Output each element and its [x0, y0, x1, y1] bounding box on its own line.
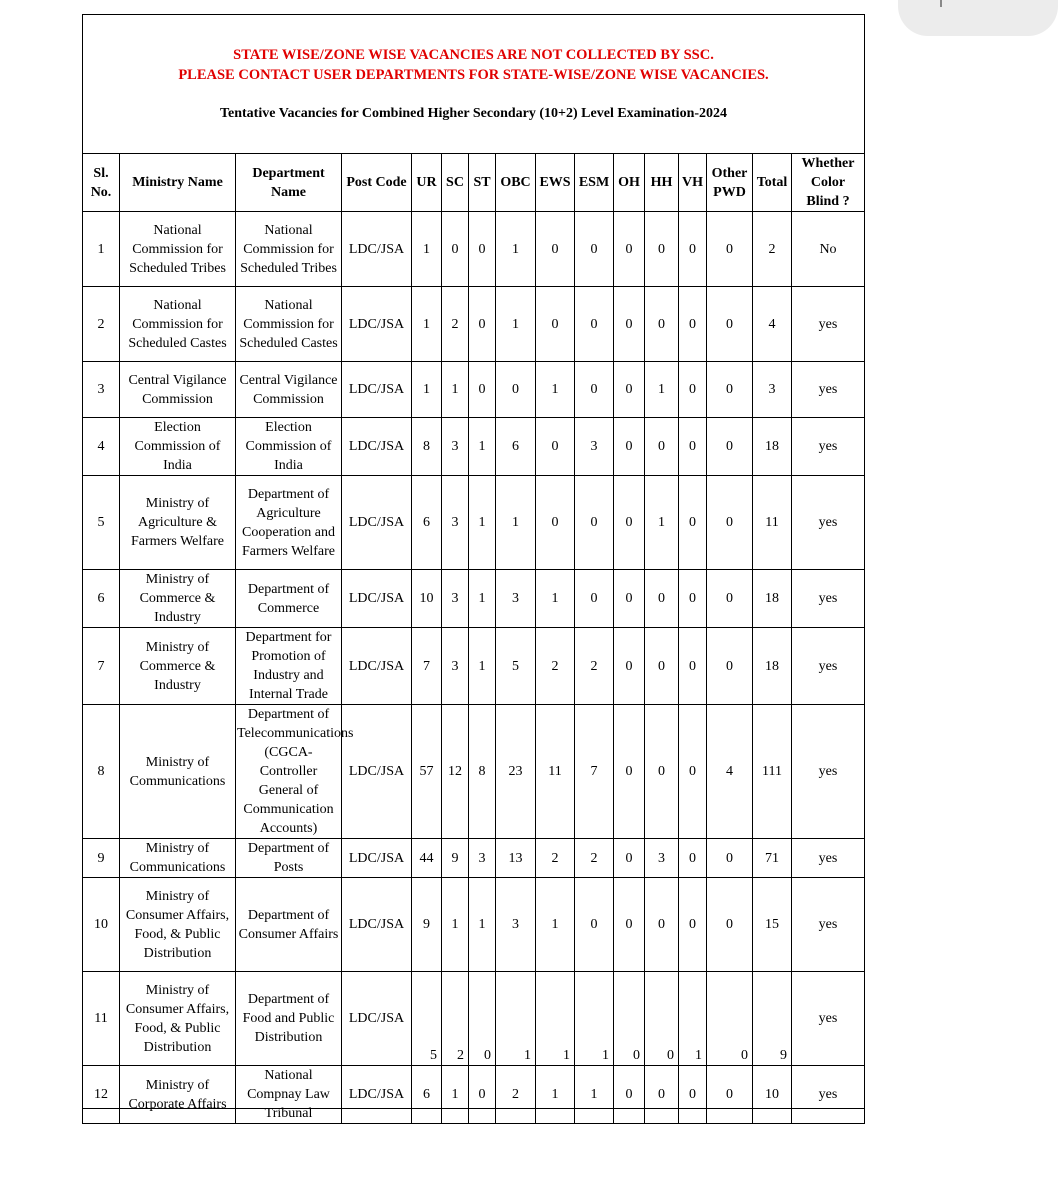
- cell-sc: 1: [442, 1066, 469, 1124]
- header-hh: HH: [645, 154, 679, 212]
- cell-esm: 2: [575, 839, 614, 878]
- cell-other-pwd: 0: [707, 878, 753, 972]
- vacancy-document: [82, 14, 865, 1121]
- cell-obc: 3: [496, 570, 536, 628]
- cell-department: Department of Telecommunications (CGCA-Controller General of Communication Accounts): [236, 705, 342, 839]
- cell-ews: 2: [536, 839, 575, 878]
- cell-ews: 0: [536, 476, 575, 570]
- header-oh: OH: [614, 154, 645, 212]
- cell-ews: 1: [536, 878, 575, 972]
- cell-hh: 1: [645, 362, 679, 418]
- cell-department: Department of Food and Public Distribution: [236, 972, 342, 1066]
- cell-st: 3: [469, 839, 496, 878]
- cell-ur: 5: [412, 972, 442, 1066]
- header-esm: ESM: [575, 154, 614, 212]
- cell-sc: 2: [442, 287, 469, 362]
- cell-color-blind: yes: [792, 839, 865, 878]
- cell-hh: 0: [645, 212, 679, 287]
- cell-vh: 0: [679, 362, 707, 418]
- cell-obc: 1: [496, 287, 536, 362]
- cell-ur: 10: [412, 570, 442, 628]
- cell-color-blind: yes: [792, 287, 865, 362]
- cell-ews: 0: [536, 418, 575, 476]
- cell-post-code: LDC/JSA: [342, 705, 412, 839]
- scroll-corner-widget: [898, 0, 1058, 36]
- cell-sl: 6: [83, 570, 120, 628]
- cell-ministry: Ministry of Agriculture & Farmers Welfare: [120, 476, 236, 570]
- cell-ministry: Ministry of Communications: [120, 839, 236, 878]
- cell-sc: 9: [442, 839, 469, 878]
- cell-vh: 0: [679, 878, 707, 972]
- cell-st: 0: [469, 212, 496, 287]
- cell-color-blind: yes: [792, 362, 865, 418]
- cell-total: 111: [753, 705, 792, 839]
- cell-sl: 8: [83, 705, 120, 839]
- cell-oh: 0: [614, 418, 645, 476]
- table-row: [83, 476, 865, 570]
- cell-other-pwd: 0: [707, 476, 753, 570]
- cell-hh: 0: [645, 418, 679, 476]
- cell-ur: 6: [412, 1066, 442, 1124]
- cell-hh: 1: [645, 476, 679, 570]
- header-department: Department Name: [236, 154, 342, 212]
- cell-st: 0: [469, 972, 496, 1066]
- cell-sl: 9: [83, 839, 120, 878]
- cell-esm: 1: [575, 1066, 614, 1124]
- cell-department: National Commission for Scheduled Castes: [236, 287, 342, 362]
- cell-st: 0: [469, 362, 496, 418]
- cell-department: Central Vigilance Commission: [236, 362, 342, 418]
- cell-post-code: LDC/JSA: [342, 476, 412, 570]
- cell-color-blind: yes: [792, 878, 865, 972]
- cell-sc: 1: [442, 878, 469, 972]
- header-row: [83, 154, 865, 212]
- cell-hh: 0: [645, 628, 679, 705]
- cell-other-pwd: 0: [707, 362, 753, 418]
- cell-sl: 7: [83, 628, 120, 705]
- cell-ews: 1: [536, 362, 575, 418]
- cell-color-blind: No: [792, 212, 865, 287]
- cell-esm: 0: [575, 287, 614, 362]
- cell-department: Department of Consumer Affairs: [236, 878, 342, 972]
- header-post-code: Post Code: [342, 154, 412, 212]
- cell-oh: 0: [614, 570, 645, 628]
- cell-sl: 5: [83, 476, 120, 570]
- cell-oh: 0: [614, 628, 645, 705]
- cell-other-pwd: 0: [707, 212, 753, 287]
- cell-post-code: LDC/JSA: [342, 972, 412, 1066]
- cell-vh: 0: [679, 476, 707, 570]
- cell-st: 1: [469, 418, 496, 476]
- cell-obc: 2: [496, 1066, 536, 1124]
- cell-vh: 0: [679, 705, 707, 839]
- cell-obc: 1: [496, 212, 536, 287]
- cell-sc: 3: [442, 570, 469, 628]
- cell-sc: 3: [442, 476, 469, 570]
- cell-ews: 2: [536, 628, 575, 705]
- cell-sl: 3: [83, 362, 120, 418]
- cell-ews: 1: [536, 972, 575, 1066]
- cell-esm: 0: [575, 570, 614, 628]
- cell-ministry: Ministry of Commerce & Industry: [120, 570, 236, 628]
- cell-ur: 57: [412, 705, 442, 839]
- table-row: [83, 878, 865, 972]
- document-title: Tentative Vacancies for Combined Higher Secondary (10+2) Level Examination-2024: [219, 106, 728, 121]
- cell-oh: 0: [614, 212, 645, 287]
- cell-other-pwd: 0: [707, 839, 753, 878]
- cell-post-code: LDC/JSA: [342, 287, 412, 362]
- table-row: [83, 212, 865, 287]
- cell-ur: 1: [412, 212, 442, 287]
- cell-ministry: Ministry of Corporate Affairs: [120, 1066, 236, 1124]
- cell-obc: 1: [496, 476, 536, 570]
- cell-post-code: LDC/JSA: [342, 878, 412, 972]
- header-ews: EWS: [536, 154, 575, 212]
- cell-sc: 0: [442, 212, 469, 287]
- header-color-blind: Whether Color Blind ?: [792, 154, 865, 212]
- cell-sl: 10: [83, 878, 120, 972]
- cell-sc: 12: [442, 705, 469, 839]
- table-row: [83, 1066, 865, 1124]
- cell-sl: 4: [83, 418, 120, 476]
- cell-ur: 9: [412, 878, 442, 972]
- cell-other-pwd: 4: [707, 705, 753, 839]
- cell-ews: 1: [536, 570, 575, 628]
- header-obc: OBC: [496, 154, 536, 212]
- cell-ews: 1: [536, 1066, 575, 1124]
- notice-line-2: PLEASE CONTACT USER DEPARTMENTS FOR STATE-WISE/ZONE WISE VACANCIES.: [178, 67, 769, 83]
- cell-sc: 1: [442, 362, 469, 418]
- table-row: [83, 839, 865, 878]
- cell-oh: 0: [614, 476, 645, 570]
- cell-sc: 3: [442, 418, 469, 476]
- cell-department: Department for Promotion of Industry and Internal Trade: [236, 628, 342, 705]
- header-total: Total: [753, 154, 792, 212]
- cell-hh: 0: [645, 1066, 679, 1124]
- cell-ews: 0: [536, 212, 575, 287]
- cell-other-pwd: 0: [707, 418, 753, 476]
- cell-hh: 0: [645, 705, 679, 839]
- cell-obc: 23: [496, 705, 536, 839]
- cell-total: 18: [753, 628, 792, 705]
- table-row: [83, 628, 865, 705]
- notice-line-1: STATE WISE/ZONE WISE VACANCIES ARE NOT COLLECTED BY SSC.: [233, 47, 714, 63]
- cell-ews: 11: [536, 705, 575, 839]
- cell-obc: 13: [496, 839, 536, 878]
- cell-sl: 12: [83, 1066, 120, 1124]
- cell-ur: 7: [412, 628, 442, 705]
- cell-total: 15: [753, 878, 792, 972]
- cell-department: National Commission for Scheduled Tribes: [236, 212, 342, 287]
- header-st: ST: [469, 154, 496, 212]
- cell-esm: 0: [575, 878, 614, 972]
- cell-ur: 1: [412, 287, 442, 362]
- cell-total: 11: [753, 476, 792, 570]
- cell-other-pwd: 0: [707, 972, 753, 1066]
- cell-ministry: National Commission for Scheduled Castes: [120, 287, 236, 362]
- table-row: [83, 362, 865, 418]
- header-vh: VH: [679, 154, 707, 212]
- table-row: [83, 972, 865, 1066]
- cell-hh: 0: [645, 972, 679, 1066]
- cell-vh: 0: [679, 418, 707, 476]
- cell-other-pwd: 0: [707, 1066, 753, 1124]
- cell-obc: 0: [496, 362, 536, 418]
- cell-sl: 1: [83, 212, 120, 287]
- cell-oh: 0: [614, 1066, 645, 1124]
- cell-post-code: LDC/JSA: [342, 628, 412, 705]
- cell-oh: 0: [614, 878, 645, 972]
- cell-st: 1: [469, 878, 496, 972]
- cell-sl: 2: [83, 287, 120, 362]
- header-ministry: Ministry Name: [120, 154, 236, 212]
- cell-color-blind: yes: [792, 570, 865, 628]
- table-row: [83, 570, 865, 628]
- cell-sc: 2: [442, 972, 469, 1066]
- cell-total: 18: [753, 570, 792, 628]
- cell-ministry: Ministry of Consumer Affairs, Food, & Public Distribution: [120, 972, 236, 1066]
- cell-esm: 0: [575, 362, 614, 418]
- cell-total: 10: [753, 1066, 792, 1124]
- cell-post-code: LDC/JSA: [342, 362, 412, 418]
- cell-vh: 0: [679, 212, 707, 287]
- cell-esm: 0: [575, 212, 614, 287]
- cell-oh: 0: [614, 839, 645, 878]
- cell-post-code: LDC/JSA: [342, 212, 412, 287]
- cell-other-pwd: 0: [707, 628, 753, 705]
- cell-department: Department of Agriculture Cooperation and Farmers Welfare: [236, 476, 342, 570]
- cell-vh: 0: [679, 839, 707, 878]
- cell-sl: 11: [83, 972, 120, 1066]
- cell-oh: 0: [614, 972, 645, 1066]
- cell-ur: 8: [412, 418, 442, 476]
- vacancy-table: [82, 153, 865, 1124]
- cell-color-blind: yes: [792, 972, 865, 1066]
- cell-other-pwd: 0: [707, 287, 753, 362]
- cell-color-blind: yes: [792, 628, 865, 705]
- cell-obc: 3: [496, 878, 536, 972]
- header-sl: Sl. No.: [83, 154, 120, 212]
- cell-vh: 1: [679, 972, 707, 1066]
- cell-total: 9: [753, 972, 792, 1066]
- cell-st: 1: [469, 628, 496, 705]
- cell-sc: 3: [442, 628, 469, 705]
- cell-ministry: National Commission for Scheduled Tribes: [120, 212, 236, 287]
- header-ur: UR: [412, 154, 442, 212]
- header-sc: SC: [442, 154, 469, 212]
- table-row: [83, 418, 865, 476]
- cell-obc: 6: [496, 418, 536, 476]
- cell-post-code: LDC/JSA: [342, 570, 412, 628]
- cell-department: Department of Posts: [236, 839, 342, 878]
- cell-st: 0: [469, 1066, 496, 1124]
- cell-hh: 3: [645, 839, 679, 878]
- scroll-indicator: [940, 0, 942, 7]
- cell-ministry: Central Vigilance Commission: [120, 362, 236, 418]
- cell-esm: 3: [575, 418, 614, 476]
- header-other-pwd: Other PWD: [707, 154, 753, 212]
- cell-color-blind: yes: [792, 705, 865, 839]
- table-row: [83, 287, 865, 362]
- cell-st: 8: [469, 705, 496, 839]
- cell-ministry: Ministry of Commerce & Industry: [120, 628, 236, 705]
- cell-post-code: LDC/JSA: [342, 418, 412, 476]
- cell-hh: 0: [645, 570, 679, 628]
- cell-other-pwd: 0: [707, 570, 753, 628]
- cell-ministry: Election Commission of India: [120, 418, 236, 476]
- cell-total: 3: [753, 362, 792, 418]
- cell-department: Department of Commerce: [236, 570, 342, 628]
- cell-vh: 0: [679, 1066, 707, 1124]
- cell-esm: 0: [575, 476, 614, 570]
- cell-hh: 0: [645, 287, 679, 362]
- cell-department: National Compnay Law Tribunal: [236, 1066, 342, 1124]
- cell-color-blind: yes: [792, 476, 865, 570]
- cell-vh: 0: [679, 570, 707, 628]
- cell-oh: 0: [614, 287, 645, 362]
- cell-oh: 0: [614, 705, 645, 839]
- cell-department: Election Commission of India: [236, 418, 342, 476]
- cell-st: 1: [469, 476, 496, 570]
- cell-obc: 1: [496, 972, 536, 1066]
- cell-esm: 2: [575, 628, 614, 705]
- cell-ur: 6: [412, 476, 442, 570]
- cell-ministry: Ministry of Consumer Affairs, Food, & Public Distribution: [120, 878, 236, 972]
- cell-vh: 0: [679, 287, 707, 362]
- table-row: [83, 705, 865, 839]
- cell-st: 0: [469, 287, 496, 362]
- cell-ews: 0: [536, 287, 575, 362]
- cell-ur: 44: [412, 839, 442, 878]
- cell-esm: 1: [575, 972, 614, 1066]
- cell-st: 1: [469, 570, 496, 628]
- cell-post-code: LDC/JSA: [342, 1066, 412, 1124]
- cell-ministry: Ministry of Communications: [120, 705, 236, 839]
- cell-color-blind: yes: [792, 1066, 865, 1124]
- cell-total: 71: [753, 839, 792, 878]
- cell-total: 2: [753, 212, 792, 287]
- cell-obc: 5: [496, 628, 536, 705]
- cell-post-code: LDC/JSA: [342, 839, 412, 878]
- cell-oh: 0: [614, 362, 645, 418]
- cell-ur: 1: [412, 362, 442, 418]
- cell-total: 18: [753, 418, 792, 476]
- cell-total: 4: [753, 287, 792, 362]
- cell-color-blind: yes: [792, 418, 865, 476]
- cell-vh: 0: [679, 628, 707, 705]
- cell-hh: 0: [645, 878, 679, 972]
- cell-esm: 7: [575, 705, 614, 839]
